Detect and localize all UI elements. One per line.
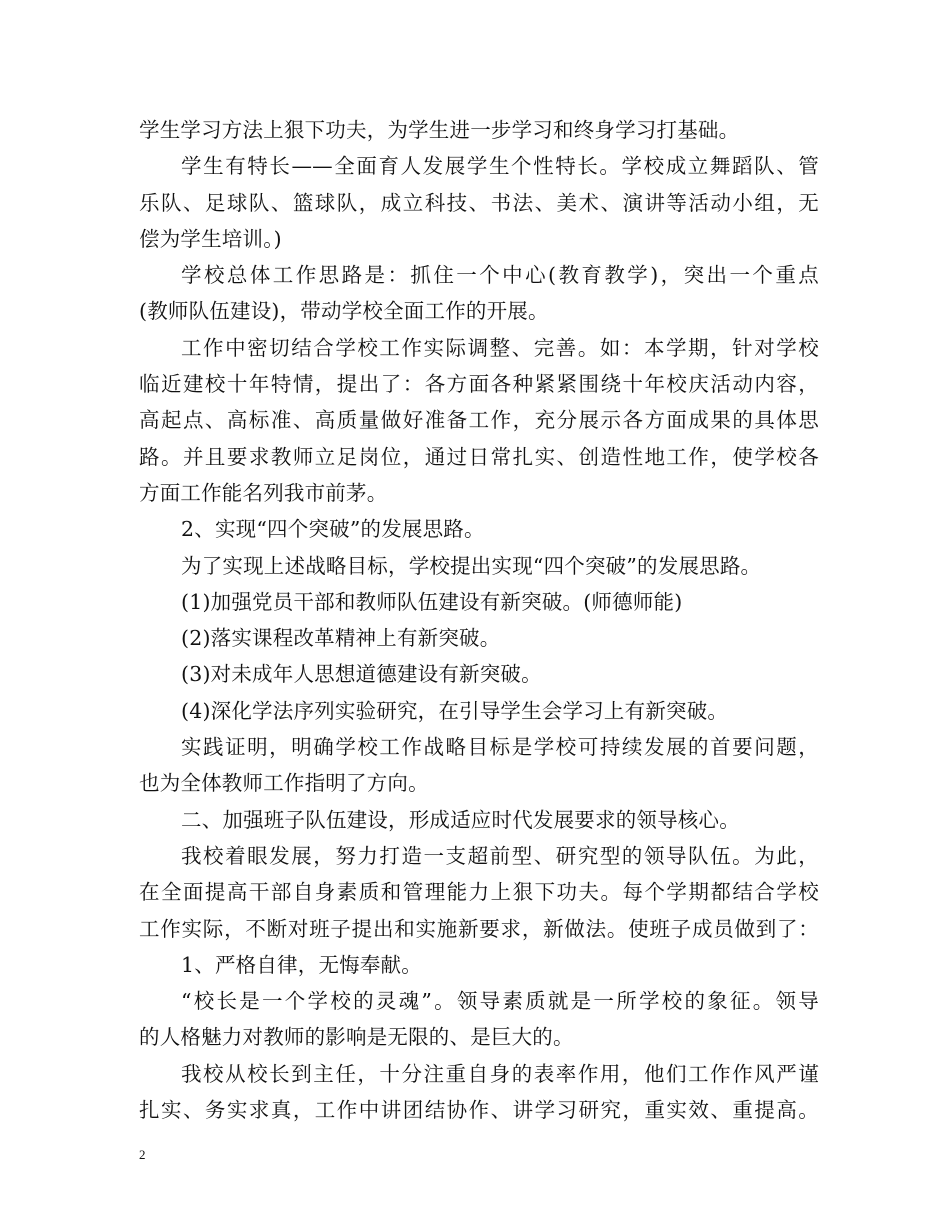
text-line: 1、严格自律，无悔奉献。: [181, 952, 422, 977]
text-line: (教师队伍建设)，带动学校全面工作的开展。: [139, 299, 549, 324]
text-line: (2)落实课程改革精神上有新突破。: [181, 626, 501, 651]
text-line: 工作实际，不断对班子提出和实施新要求，新做法。使班子成员做到了：: [139, 916, 819, 941]
text-line: 方面工作能名列我市前茅。: [139, 480, 388, 505]
text-line: 学校总体工作思路是：抓住一个中心(教育教学)，突出一个重点: [181, 263, 819, 288]
text-line: “校长是一个学校的灵魂”。领导素质就是一所学校的象征。领导: [181, 989, 819, 1014]
text-line: (4)深化学法序列实验研究，在引导学生会学习上有新突破。: [181, 698, 729, 723]
text-line: 偿为学生培训。): [139, 226, 282, 251]
text-line: 在全面提高干部自身素质和管理能力上狠下功夫。每个学期都结合学校: [139, 880, 819, 905]
page-number: 2: [139, 1147, 146, 1162]
text-line: 实践证明，明确学校工作战略目标是学校可持续发展的首要问题，: [181, 735, 819, 760]
text-line: (1)加强党员干部和教师队伍建设有新突破。(师德师能): [181, 589, 683, 614]
text-line: 我校着眼发展，努力打造一支超前型、研究型的领导队伍。为此，: [181, 843, 819, 868]
text-line: 为了实现上述战略目标，学校提出实现“四个突破”的发展思路。: [181, 553, 762, 578]
text-line: 学生有特长——全面育人发展学生个性特长。学校成立舞蹈队、管: [181, 154, 819, 179]
text-line: 学生学习方法上狠下功夫，为学生进一步学习和终身学习打基础。: [139, 118, 740, 142]
text-line: (3)对未成年人思想道德建设有新突破。: [181, 662, 542, 687]
text-line: 高起点、高标准、高质量做好准备工作，充分展示各方面成果的具体思: [139, 408, 819, 433]
text-line: 2、实现“四个突破”的发展思路。: [181, 517, 485, 542]
body-text: [139, 112, 819, 1128]
text-line: 也为全体教师工作指明了方向。: [139, 771, 429, 796]
text-line: 乐队、足球队、篮球队，成立科技、书法、美术、演讲等活动小组，无: [139, 190, 819, 215]
text-line: 工作中密切结合学校工作实际调整、完善。如：本学期，针对学校: [181, 335, 819, 360]
text-line: 我校从校长到主任，十分注重自身的表率作用，他们工作作风严谨: [181, 1061, 819, 1086]
text-line: 路。并且要求教师立足岗位，通过日常扎实、创造性地工作，使学校各: [139, 444, 819, 469]
text-line: 临近建校十年特情，提出了：各方面各种紧紧围绕十年校庆活动内容，: [139, 372, 819, 397]
text-line: 二、加强班子队伍建设，形成适应时代发展要求的领导核心。: [181, 807, 740, 832]
text-line: 扎实、务实求真，工作中讲团结协作、讲学习研究，重实效、重提高。: [139, 1098, 819, 1123]
text-line: 的人格魅力对教师的影响是无限的、是巨大的。: [139, 1025, 574, 1050]
